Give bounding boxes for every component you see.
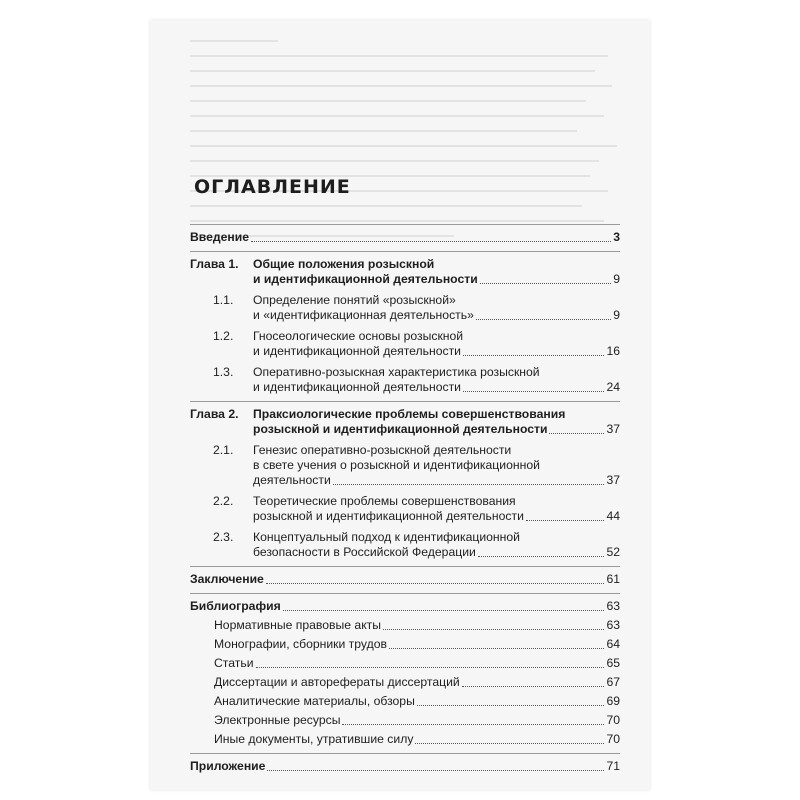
- toc-entry-2-2[interactable]: [190, 494, 620, 524]
- section-number: 1.2.: [213, 329, 234, 343]
- dot-leader: [256, 667, 605, 668]
- divider: [190, 251, 620, 252]
- divider: [190, 753, 620, 754]
- section-title-line: Теоретические проблемы совершенствования: [253, 494, 516, 508]
- toc-entry-bib-1[interactable]: [190, 618, 620, 633]
- dot-leader: [526, 520, 605, 521]
- section-title-line: Оперативно-розыскная характеристика розыскной: [253, 365, 540, 379]
- entry-label: Иные документы, утратившие силу: [214, 732, 414, 746]
- dot-leader: [251, 241, 611, 242]
- chapter-title-line: и идентификационной деятельности: [253, 272, 478, 286]
- entry-page: 37: [606, 473, 620, 487]
- toc-entry-2-3[interactable]: [190, 530, 620, 560]
- entry-label: Монографии, сборники трудов: [214, 637, 387, 651]
- toc-entry-conclusion[interactable]: [190, 572, 620, 587]
- toc-entry-bib-4[interactable]: [190, 675, 620, 690]
- toc-entry-intro[interactable]: [190, 230, 620, 245]
- entry-label: Приложение: [190, 759, 266, 773]
- entry-page: 70: [606, 732, 620, 746]
- toc-entry-appendix[interactable]: [190, 759, 620, 774]
- entry-label: Диссертации и авторефераты диссертаций: [214, 675, 460, 689]
- dot-leader: [383, 629, 604, 630]
- toc-entry-2-1[interactable]: [190, 443, 620, 488]
- entry-page: 71: [606, 759, 620, 773]
- chapter-title-line: Праксиологические проблемы совершенствования: [253, 407, 566, 421]
- dot-leader: [415, 743, 604, 744]
- section-title-line: Концептуальный подход к идентификационной: [253, 530, 520, 544]
- toc-entry-1-3[interactable]: [190, 365, 620, 395]
- entry-label: Аналитические материалы, обзоры: [214, 694, 415, 708]
- entry-page: 37: [606, 422, 620, 436]
- dot-leader: [266, 583, 605, 584]
- section-number: 2.2.: [213, 494, 234, 508]
- section-title-line: Генезис оперативно-розыскной деятельности: [253, 443, 512, 457]
- entry-label: Статьи: [214, 656, 254, 670]
- entry-label: Введение: [190, 230, 250, 244]
- toc-entry-bib-2[interactable]: [190, 637, 620, 652]
- section-number: 1.1.: [213, 293, 234, 307]
- entry-label: Нормативные правовые акты: [214, 618, 382, 632]
- dot-leader: [333, 484, 605, 485]
- dot-leader: [342, 724, 604, 725]
- dot-leader: [463, 355, 604, 356]
- section-title-line: деятельности: [253, 473, 331, 487]
- dot-leader: [549, 433, 604, 434]
- divider: [190, 401, 620, 402]
- dot-leader: [389, 648, 604, 649]
- toc-entry-bib-3[interactable]: [190, 656, 620, 671]
- dot-leader: [480, 283, 612, 284]
- entry-page: 63: [606, 618, 620, 632]
- entry-page: 63: [606, 599, 620, 613]
- toc-entry-1-1[interactable]: [190, 293, 620, 323]
- table-of-contents: [190, 218, 620, 774]
- dot-leader: [267, 770, 604, 771]
- entry-page: 65: [606, 656, 620, 670]
- entry-label: Электронные ресурсы: [214, 713, 341, 727]
- entry-page: 9: [613, 308, 620, 322]
- section-title-line: и идентификационной деятельности: [253, 344, 461, 358]
- section-title-line: Гносеологические основы розыскной: [253, 329, 464, 343]
- entry-page: 70: [606, 713, 620, 727]
- entry-page: 9: [613, 272, 620, 286]
- entry-label: Заключение: [190, 572, 264, 586]
- entry-page: 44: [606, 509, 620, 523]
- dot-leader: [283, 610, 605, 611]
- entry-page: 61: [606, 572, 620, 586]
- entry-page: 64: [606, 637, 620, 651]
- dot-leader: [476, 319, 611, 320]
- toc-entry-1-2[interactable]: [190, 329, 620, 359]
- entry-page: 16: [606, 344, 620, 358]
- chapter-number: Глава 1.: [190, 257, 239, 271]
- section-number: 2.1.: [213, 443, 234, 457]
- entry-page: 3: [613, 230, 620, 244]
- toc-heading: ОГЛАВЛЕНИЕ: [194, 176, 351, 198]
- chapter-title-line: розыскной и идентификационной деятельности: [253, 422, 548, 436]
- dot-leader: [417, 705, 605, 706]
- toc-entry-bib-7[interactable]: [190, 732, 620, 747]
- entry-page: 69: [606, 694, 620, 708]
- book-page: [150, 20, 650, 790]
- section-number: 1.3.: [213, 365, 234, 379]
- divider: [190, 593, 620, 594]
- entry-page: 52: [606, 545, 620, 559]
- toc-entry-bib-5[interactable]: [190, 694, 620, 709]
- section-title-line: Определение понятий «розыскной»: [253, 293, 456, 307]
- toc-entry-bibliography[interactable]: [190, 599, 620, 614]
- entry-label: Библиография: [190, 599, 281, 613]
- section-number: 2.3.: [213, 530, 234, 544]
- toc-entry-chapter-1[interactable]: [190, 257, 620, 287]
- section-title-line: безопасности в Российской Федерации: [253, 545, 476, 559]
- chapter-title-line: Общие положения розыскной: [253, 257, 435, 271]
- entry-page: 67: [606, 675, 620, 689]
- chapter-number: Глава 2.: [190, 407, 239, 421]
- divider: [190, 224, 620, 225]
- section-title-line: и идентификационной деятельности: [253, 380, 461, 394]
- toc-entry-bib-6[interactable]: [190, 713, 620, 728]
- section-title-line: в свете учения о розыскной и идентификационной: [253, 458, 540, 472]
- section-title-line: розыскной и идентификационной деятельности: [253, 509, 524, 523]
- divider: [190, 566, 620, 567]
- dot-leader: [463, 391, 604, 392]
- section-title-line: и «идентификационная деятельность»: [253, 308, 474, 322]
- entry-page: 24: [606, 380, 620, 394]
- dot-leader: [462, 686, 605, 687]
- toc-entry-chapter-2[interactable]: [190, 407, 620, 437]
- dot-leader: [478, 556, 605, 557]
